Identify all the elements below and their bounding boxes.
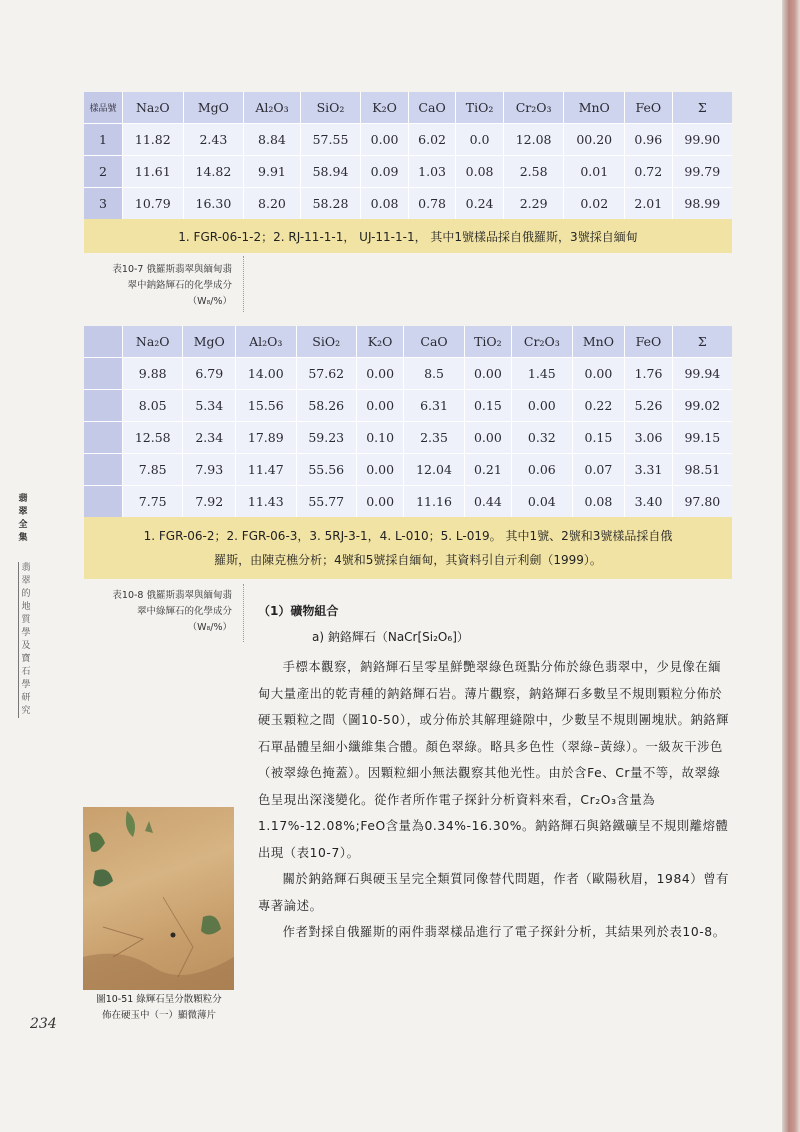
table-cell: 0.09 <box>361 156 409 188</box>
table-cell: 9.88 <box>123 358 183 390</box>
running-subtitle-char: 的 <box>21 589 31 599</box>
table-cell: 8.84 <box>244 124 300 156</box>
paragraph: 手標本觀察，鈉鉻輝石呈零星鮮艷翠綠色斑點分佈於綠色翡翠中，少見像在緬甸大量產出的乾青種的鈉鉻輝石岩。薄片觀察，鈉鉻輝石多數呈不規則顆粒分佈於硬玉顆粒之間（圖10-50），或分佈於其解理縫隙中，少數呈不規則團塊狀。鈉鉻輝石單晶體呈細小纖維集合體。顏色翠綠。略具多色性（翠綠–黃綠）。一級灰干涉色（被翠綠色掩蓋）。因顆粒細小無法觀察其他光性。由於含Fe、Cr量不等，故翠綠色呈現出深淺變化。從作者所作電子探針分析資料來看，Cr₂O₃含量為1.17%-12.08%;FeO含量為0.34%-16.30%。鈉鉻輝石與鉻鐵礦呈不規則離熔體出現（表10-7）。 <box>258 660 730 860</box>
caption-line: （W₈/%） <box>187 296 232 307</box>
running-subtitle-char: 及 <box>21 641 31 651</box>
header-cell: Σ <box>672 326 732 358</box>
table-cell: 0.04 <box>512 486 572 518</box>
caption-line: 翠中綠輝石的化學成分 <box>136 606 232 617</box>
table-row <box>84 188 732 220</box>
table-cell: 0.32 <box>512 422 572 454</box>
table-10-7 <box>84 92 732 253</box>
table-cell: 5.26 <box>625 390 672 422</box>
table-row <box>84 358 732 390</box>
table-cell: 99.79 <box>672 156 732 188</box>
caption-line: 表10-8 俄羅斯翡翠與緬甸翡 <box>112 590 232 601</box>
table-row <box>84 454 732 486</box>
table-note-line: 1. FGR-06-2；2. FGR-06-3，3. 5RJ-3-1，4. L-010；5. L-019。 其中1號、2號和3號樣品採自俄 <box>143 529 673 543</box>
header-cell: 樣品號 <box>84 92 123 124</box>
table-cell: 0.00 <box>464 358 511 390</box>
table-cell: 7.75 <box>123 486 183 518</box>
table-cell <box>84 486 123 518</box>
header-cell: Al₂O₃ <box>236 326 296 358</box>
table-cell: 97.80 <box>672 486 732 518</box>
table-cell: 0.08 <box>361 188 409 220</box>
running-subtitle-char: 寶 <box>21 654 31 664</box>
table-cell: 1.45 <box>512 358 572 390</box>
table-note-line: 羅斯，由陳克樵分析；4號和5號採自緬甸，其資料引自亓利劍（1999）。 <box>214 553 602 567</box>
table-cell: 8.5 <box>404 358 464 390</box>
table-cell: 6.02 <box>408 124 456 156</box>
table-cell: 8.05 <box>123 390 183 422</box>
table-cell: 3.40 <box>625 486 672 518</box>
header-cell: Na₂O <box>123 92 184 124</box>
table-cell: 0.15 <box>572 422 625 454</box>
running-subtitle-char: 翡 <box>21 563 31 573</box>
table-cell: 0.00 <box>512 390 572 422</box>
table-cell: 2.29 <box>503 188 564 220</box>
table-cell: 0.08 <box>456 156 504 188</box>
table-cell: 99.90 <box>672 124 732 156</box>
table-cell: 0.78 <box>408 188 456 220</box>
figure-caption-line: 圖10-51 綠輝石呈分散顆粒分 <box>96 994 222 1005</box>
running-subtitle-char: 質 <box>21 615 31 625</box>
table-cell: 11.82 <box>123 124 184 156</box>
running-title-char: 集 <box>18 533 28 543</box>
running-subtitle-char: 石 <box>21 667 31 677</box>
table-cell: 3.31 <box>625 454 672 486</box>
table-cell: 0.15 <box>464 390 511 422</box>
table-cell: 14.00 <box>236 358 296 390</box>
table-cell: 12.08 <box>503 124 564 156</box>
table-cell: 98.99 <box>672 188 732 220</box>
header-cell: CaO <box>408 92 456 124</box>
section-heading: （1）礦物組合 <box>258 604 339 618</box>
table-header-row <box>84 92 732 124</box>
figure-caption-line: 佈在硬玉中（一）顯微薄片 <box>101 1010 216 1021</box>
table-cell: 11.47 <box>236 454 296 486</box>
running-subtitle-char: 學 <box>21 628 31 638</box>
table-cell: 0.00 <box>356 486 403 518</box>
table-cell: 0.21 <box>464 454 511 486</box>
table-cell: 17.89 <box>236 422 296 454</box>
header-cell: K₂O <box>361 92 409 124</box>
table-cell <box>84 454 123 486</box>
table-cell: 0.96 <box>625 124 673 156</box>
table-cell: 3.06 <box>625 422 672 454</box>
table-cell <box>84 358 123 390</box>
table-cell: 11.61 <box>123 156 184 188</box>
page-edge <box>782 0 800 1132</box>
header-cell: MnO <box>564 92 625 124</box>
table-cell: 1 <box>84 124 123 156</box>
table-cell: 99.02 <box>672 390 732 422</box>
header-cell: TiO₂ <box>456 92 504 124</box>
table-cell: 15.56 <box>236 390 296 422</box>
header-cell: Cr₂O₃ <box>503 92 564 124</box>
header-cell: FeO <box>625 326 672 358</box>
table-cell: 0.00 <box>464 422 511 454</box>
table-cell: 58.94 <box>300 156 361 188</box>
header-cell: CaO <box>404 326 464 358</box>
table-cell: 2 <box>84 156 123 188</box>
header-cell: Na₂O <box>123 326 183 358</box>
header-cell: MgO <box>183 326 236 358</box>
caption-line: 表10-7 俄羅斯翡翠與緬甸翡 <box>112 264 232 275</box>
table-cell: 2.35 <box>404 422 464 454</box>
table-cell: 57.62 <box>296 358 356 390</box>
running-subtitle-char: 學 <box>21 680 31 690</box>
table-cell: 12.04 <box>404 454 464 486</box>
paragraph: 關於鈉鉻輝石與硬玉呈完全類質同像替代問題，作者（歐陽秋眉，1984）曾有專著論述。 <box>258 872 729 913</box>
table-cell: 55.77 <box>296 486 356 518</box>
table-note <box>84 517 732 579</box>
table-cell: 0.10 <box>356 422 403 454</box>
table-row <box>84 124 732 156</box>
header-cell: SiO₂ <box>296 326 356 358</box>
header-cell: FeO <box>625 92 673 124</box>
table-cell: 58.28 <box>300 188 361 220</box>
table-cell: 12.58 <box>123 422 183 454</box>
table-cell: 0.00 <box>572 358 625 390</box>
running-title-char: 翡 <box>18 494 28 504</box>
table-cell: 0.00 <box>361 124 409 156</box>
table-cell: 55.56 <box>296 454 356 486</box>
table-cell: 0.00 <box>356 454 403 486</box>
table-cell: 9.91 <box>244 156 300 188</box>
table-cell: 57.55 <box>300 124 361 156</box>
table-cell: 0.07 <box>572 454 625 486</box>
table-cell: 5.34 <box>183 390 236 422</box>
table-cell: 00.20 <box>564 124 625 156</box>
running-title-char: 全 <box>18 520 28 530</box>
table-cell: 0.08 <box>572 486 625 518</box>
running-subtitle-char: 研 <box>21 693 31 703</box>
table-cell: 0.0 <box>456 124 504 156</box>
table-row <box>84 156 732 188</box>
running-subtitle-char: 翠 <box>21 576 31 586</box>
table-note: 1. FGR-06-1-2；2. RJ-11-1-1， UJ-11-1-1， 其中1號樣品採自俄羅斯，3號採自緬甸 <box>84 219 732 253</box>
table-row <box>84 422 732 454</box>
table-10-8 <box>84 326 732 579</box>
page-number: 234 <box>30 1016 57 1032</box>
running-subtitle-char: 地 <box>21 602 31 612</box>
caption-line: 翠中鈉鉻輝石的化學成分 <box>127 280 232 291</box>
table-row <box>84 486 732 518</box>
table-cell: 10.79 <box>123 188 184 220</box>
table-cell: 0.02 <box>564 188 625 220</box>
header-cell: K₂O <box>356 326 403 358</box>
table-cell: 0.00 <box>356 390 403 422</box>
figure-caption <box>83 992 235 1024</box>
table-header-row <box>84 326 732 358</box>
table-cell: 0.44 <box>464 486 511 518</box>
table-note-row <box>84 517 732 579</box>
table-cell: 2.01 <box>625 188 673 220</box>
micrograph-illustration <box>83 807 234 990</box>
table-cell: 8.20 <box>244 188 300 220</box>
table-cell: 0.72 <box>625 156 673 188</box>
table-cell: 99.15 <box>672 422 732 454</box>
table-cell: 11.16 <box>404 486 464 518</box>
table-cell: 3 <box>84 188 123 220</box>
running-subtitle <box>18 562 33 718</box>
table-cell: 59.23 <box>296 422 356 454</box>
table-cell: 7.93 <box>183 454 236 486</box>
table-cell: 11.43 <box>236 486 296 518</box>
micrograph-photo <box>83 807 234 990</box>
table-cell: 16.30 <box>183 188 244 220</box>
table-cell <box>84 422 123 454</box>
table-cell: 0.01 <box>564 156 625 188</box>
table-cell: 0.06 <box>512 454 572 486</box>
header-cell <box>84 326 123 358</box>
table-caption <box>82 588 232 636</box>
table-cell: 58.26 <box>296 390 356 422</box>
table-cell: 6.31 <box>404 390 464 422</box>
table-cell: 7.85 <box>123 454 183 486</box>
header-cell: MgO <box>183 92 244 124</box>
caption-line: （W₈/%） <box>187 622 232 633</box>
caption-divider <box>243 584 244 642</box>
table-cell: 1.03 <box>408 156 456 188</box>
table-note-row <box>84 219 732 253</box>
running-title <box>16 493 30 545</box>
table-cell: 2.43 <box>183 124 244 156</box>
header-cell: SiO₂ <box>300 92 361 124</box>
table-caption <box>82 262 232 310</box>
table-cell: 2.34 <box>183 422 236 454</box>
table-cell: 2.58 <box>503 156 564 188</box>
header-cell: TiO₂ <box>464 326 511 358</box>
table-cell: 14.82 <box>183 156 244 188</box>
table-cell: 99.94 <box>672 358 732 390</box>
running-title-char: 翠 <box>18 507 28 517</box>
running-subtitle-char: 究 <box>21 706 31 716</box>
table-cell: 98.51 <box>672 454 732 486</box>
table-cell: 7.92 <box>183 486 236 518</box>
table-cell: 0.22 <box>572 390 625 422</box>
table-cell: 6.79 <box>183 358 236 390</box>
table-cell: 0.00 <box>356 358 403 390</box>
subsection-heading: a) 鈉鉻輝石（NaCr[Si₂O₆]） <box>312 630 469 644</box>
table-cell: 1.76 <box>625 358 672 390</box>
table-row <box>84 390 732 422</box>
table-cell: 0.24 <box>456 188 504 220</box>
header-cell: Σ <box>672 92 732 124</box>
table-cell <box>84 390 123 422</box>
header-cell: Al₂O₃ <box>244 92 300 124</box>
caption-divider <box>243 256 244 312</box>
header-cell: MnO <box>572 326 625 358</box>
paragraph: 作者對採自俄羅斯的兩件翡翠樣品進行了電子探針分析，其結果列於表10-8。 <box>282 925 726 939</box>
header-cell: Cr₂O₃ <box>512 326 572 358</box>
body-text <box>258 654 730 946</box>
